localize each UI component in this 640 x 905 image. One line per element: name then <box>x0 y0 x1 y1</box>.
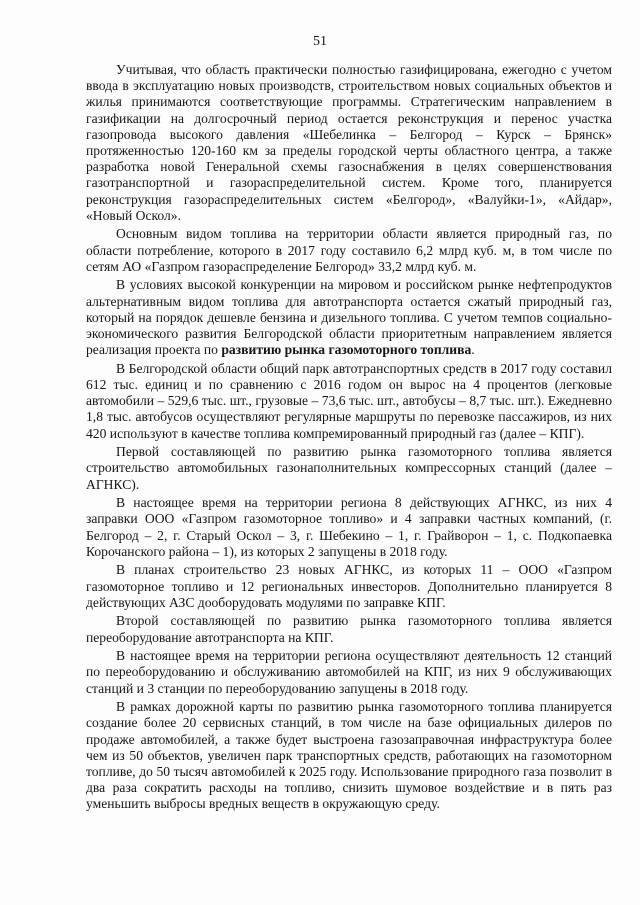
paragraph-conversion-stations: В настоящее время на территории региона осуществляют деятельность 12 станций по переоборудованию и обслуживанию автомобилей на КПГ, из них 9 обслуживающих станций и 3 станции по переоборудованию запущены в 2018 году. <box>86 648 612 696</box>
page-number: 51 <box>313 34 327 49</box>
paragraph-natural-gas-consumption: Основным видом топлива на территории области является природный газ, по области потребление, которого в 2017 году составило 6,2 млрд куб. м, в том числе по сетям АО «Газпром газораспределение Белгород» 33,2 млрд куб. м. <box>86 226 612 274</box>
paragraph-text: В условиях высокой конкуренции на мировом и российском рынке нефтепродуктов альтернативным видом топлива для автотранспорта остается сжатый природный газ, который на порядок дешевле бензина и дизельного топлива. С учетом темпов социально-экономического развития Белгородской области приоритетным направлением является реализация проекта по <box>86 277 612 358</box>
paragraph-roadmap: В рамках дорожной карты по развитию рынка газомоторного топлива планируется создание более 20 сервисных станций, в том числе на базе официальных дилеров по продаже автомобилей, а также будет выстроена газозаправочная инфраструктура более чем из 50 объектов, увеличен парк транспортных средств, работающих на газомоторном топливе, до 50 тысяч автомобилей к 2025 году. Использование природного газа позволит в два раза сократить расходы на топливо, снизить шумовое воздействие и в пять раз уменьшить выбросы вредных веществ в окружающую среду. <box>86 699 612 812</box>
paragraph-planned-stations: В планах строительство 23 новых АГНКС, из которых 11 – ООО «Газпром газомоторное топливо и 12 региональных инвесторов. Дополнительно планируется 8 действующих АЗС дооборудовать модулями по заправке КПГ. <box>86 562 612 610</box>
paragraph-gasification-programs: Учитывая, что область практически полностью газифицирована, ежегодно с учетом ввода в эксплуатацию новых производств, строительством новых социальных объектов и жилья принимаются соответствующие программы. Стратегическим направлением в газификации на долгосрочный период остается реконструкция и перенос участка газопровода высокого давления «Шебелинка – Белгород – Курск – Брянск» протяженностью 120-160 км за пределы городской черты областного центра, а также разработка новой Генеральной схемы газоснабжения в целях совершенствования газотранспортной и газораспределительной систем. Кроме того, планируется реконструкция газораспределительных систем «Белгород», «Валуйки-1», «Айдар», «Новый Оскол». <box>86 62 612 223</box>
paragraph-second-component: Второй составляющей по развитию рынка газомоторного топлива является переоборудование автотранспорта на КПГ. <box>86 613 612 645</box>
paragraph-existing-stations: В настоящее время на территории региона 8 действующих АГНКС, из них 4 заправки ООО «Газпром газомоторное топливо» и 4 заправки частных компаний, (г. Белгород – 2, г. Старый Оскол – 3, г. Шебекино – 1, г. Грайворон – 1, с. Подкопаевка Корочанского района – 1), из которых 2 запущены в 2018 году. <box>86 495 612 559</box>
paragraph-text-end: . <box>471 342 475 358</box>
paragraph-first-component: Первой составляющей по развитию рынка газомоторного топлива является строительство автомобильных газонаполнительных компрессорных станций (далее – АГНКС). <box>86 444 612 492</box>
bold-emphasis: развитию рынка газомоторного топлива <box>221 342 472 358</box>
body-text <box>86 62 612 815</box>
paragraph-compressed-gas-priority <box>86 277 612 358</box>
paragraph-vehicle-fleet: В Белгородской области общий парк автотранспортных средств в 2017 году составил 612 тыс. единиц и по сравнению с 2016 годом он вырос на 4 процентов (легковые автомобили – 529,6 тыс. шт., грузовые – 73,6 тыс. шт., автобусы – 8,7 тыс. шт.). Ежедневно 1,8 тыс. автобусов осуществляют регулярные маршруты по перевозке пассажиров, из них 420 используют в качестве топлива компремированный природный газ (далее – КПГ). <box>86 360 612 441</box>
